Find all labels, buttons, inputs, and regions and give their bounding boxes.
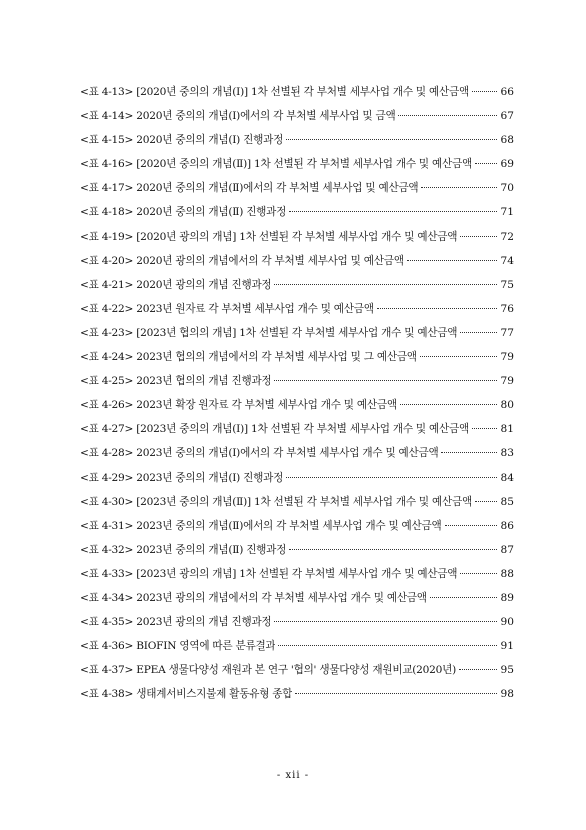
toc-entry-title: <표 4-27> [2023년 중의의 개념(Ⅰ)] 1차 선별된 각 부처별 세부사업 개수 및 예산금액	[80, 423, 469, 436]
toc-dot-leader	[398, 115, 497, 116]
toc-dot-leader	[289, 211, 497, 212]
toc-entry-title: <표 4-22> 2023년 원자료 각 부처별 세부사업 개수 및 예산금액	[80, 302, 374, 315]
toc-dot-leader	[286, 139, 497, 140]
toc-entry-page-number: 71	[500, 206, 514, 219]
toc-entry-title: <표 4-31> 2023년 중의의 개념(Ⅱ)에서의 각 부처별 세부사업 개수 및 예산금액	[80, 519, 442, 532]
toc-entry-page-number: 91	[500, 640, 514, 653]
toc-dot-leader	[377, 308, 497, 309]
toc-entry-title: <표 4-29> 2023년 중의의 개념(Ⅰ) 진행과정	[80, 471, 284, 484]
toc-entry[interactable]	[80, 157, 514, 181]
toc-entry-title: <표 4-37> EPEA 생물다양성 재원과 본 연구 '협의' 생물다양성 재원비교(2020년)	[80, 664, 457, 677]
toc-entry[interactable]	[80, 398, 514, 422]
toc-entry-page-number: 76	[500, 302, 514, 315]
toc-entry[interactable]	[80, 302, 514, 326]
toc-entry-title: <표 4-26> 2023년 확장 원자료 각 부처별 세부사업 개수 및 예산금액	[80, 399, 397, 412]
toc-dot-leader	[472, 91, 497, 92]
toc-entry-page-number: 89	[500, 591, 514, 604]
toc-dot-leader	[278, 645, 497, 646]
toc-dot-leader	[475, 501, 497, 502]
toc-entry-page-number: 86	[500, 519, 514, 532]
toc-entry[interactable]	[80, 615, 514, 639]
toc-entry-title: <표 4-34> 2023년 광의의 개념에서의 각 부처별 세부사업 개수 및 예산금액	[80, 591, 427, 604]
toc-entry-page-number: 69	[500, 158, 514, 171]
toc-entry-page-number: 79	[500, 351, 514, 364]
toc-entry-page-number: 72	[500, 230, 514, 243]
toc-entry-title: <표 4-13> [2020년 중의의 개념(Ⅰ)] 1차 선별된 각 부처별 세부사업 개수 및 예산금액	[80, 86, 469, 98]
toc-entry[interactable]	[80, 326, 514, 350]
toc-entry-title: <표 4-36> BIOFIN 영역에 따른 분류결과	[80, 640, 276, 653]
toc-entry[interactable]	[80, 495, 514, 519]
toc-entry[interactable]	[80, 109, 514, 133]
toc-entry-title: <표 4-23> [2023년 협의의 개념] 1차 선별된 각 부처별 세부사업 개수 및 예산금액	[80, 326, 458, 339]
table-of-contents	[80, 85, 514, 711]
toc-entry[interactable]	[80, 181, 514, 205]
toc-entry-page-number: 88	[500, 567, 514, 580]
toc-entry-page-number: 67	[500, 110, 514, 123]
toc-dot-leader	[289, 549, 497, 550]
toc-dot-leader	[274, 621, 497, 622]
toc-dot-leader	[460, 332, 497, 333]
toc-entry-page-number: 80	[500, 399, 514, 412]
toc-entry[interactable]	[80, 278, 514, 302]
toc-entry-title: <표 4-24> 2023년 협의의 개념에서의 각 부처별 세부사업 및 그 예산금액	[80, 351, 417, 364]
toc-entry-page-number: 85	[500, 495, 514, 508]
toc-entry-page-number: 70	[500, 182, 514, 195]
page-number: - xii -	[276, 770, 310, 781]
toc-dot-leader	[295, 693, 497, 694]
toc-dot-leader	[460, 573, 497, 574]
toc-entry-title: <표 4-14> 2020년 중의의 개념(Ⅰ)에서의 각 부처별 세부사업 및 금액	[80, 110, 396, 123]
toc-entry[interactable]	[80, 374, 514, 398]
toc-entry[interactable]	[80, 519, 514, 543]
toc-entry-title: <표 4-33> [2023년 광의의 개념] 1차 선별된 각 부처별 세부사업 개수 및 예산금액	[80, 567, 458, 580]
toc-entry[interactable]	[80, 350, 514, 374]
toc-dot-leader	[274, 284, 497, 285]
toc-entry[interactable]	[80, 471, 514, 495]
toc-entry-page-number: 68	[500, 134, 514, 147]
toc-entry-page-number: 95	[500, 664, 514, 677]
toc-entry[interactable]	[80, 230, 514, 254]
toc-entry-title: <표 4-21> 2020년 광의의 개념 진행과정	[80, 278, 272, 291]
toc-entry-title: <표 4-32> 2023년 중의의 개념(Ⅱ) 진행과정	[80, 543, 287, 556]
toc-dot-leader	[421, 187, 497, 188]
toc-entry-page-number: 66	[500, 86, 514, 98]
toc-entry-title: <표 4-35> 2023년 광의의 개념 진행과정	[80, 616, 272, 629]
toc-entry[interactable]	[80, 254, 514, 278]
toc-entry[interactable]	[80, 446, 514, 470]
toc-dot-leader	[459, 669, 497, 670]
toc-entry[interactable]	[80, 205, 514, 229]
toc-entry-title: <표 4-20> 2020년 광의의 개념에서의 각 부처별 세부사업 및 예산금액	[80, 254, 404, 267]
toc-dot-leader	[472, 428, 497, 429]
toc-entry-title: <표 4-18> 2020년 중의의 개념(Ⅱ) 진행과정	[80, 206, 287, 219]
toc-entry-page-number: 98	[500, 688, 514, 701]
toc-entry-page-number: 87	[500, 543, 514, 556]
toc-entry[interactable]	[80, 591, 514, 615]
toc-entry-page-number: 84	[500, 471, 514, 484]
toc-entry-title: <표 4-17> 2020년 중의의 개념(Ⅱ)에서의 각 부처별 세부사업 및 예산금액	[80, 182, 419, 195]
toc-entry[interactable]	[80, 422, 514, 446]
toc-dot-leader	[475, 163, 497, 164]
toc-entry-page-number: 90	[500, 616, 514, 629]
toc-dot-leader	[407, 260, 497, 261]
toc-entry-title: <표 4-28> 2023년 중의의 개념(Ⅰ)에서의 각 부처별 세부사업 개수 및 예산금액	[80, 447, 439, 460]
toc-entry-title: <표 4-25> 2023년 협의의 개념 진행과정	[80, 375, 272, 388]
toc-dot-leader	[420, 356, 497, 357]
toc-entry[interactable]	[80, 639, 514, 663]
toc-entry-page-number: 74	[500, 254, 514, 267]
toc-entry-title: <표 4-30> [2023년 중의의 개념(Ⅱ)] 1차 선별된 각 부처별 세부사업 개수 및 예산금액	[80, 495, 472, 508]
toc-dot-leader	[286, 477, 497, 478]
toc-dot-leader	[460, 236, 497, 237]
toc-entry[interactable]	[80, 133, 514, 157]
toc-entry-title: <표 4-38> 생태계서비스지불제 활동유형 종합	[80, 688, 293, 701]
toc-entry[interactable]	[80, 687, 514, 711]
toc-dot-leader	[274, 380, 497, 381]
toc-entry-page-number: 81	[500, 423, 514, 436]
toc-entry-title: <표 4-19> [2020년 광의의 개념] 1차 선별된 각 부처별 세부사업 개수 및 예산금액	[80, 230, 458, 243]
toc-dot-leader	[441, 452, 497, 453]
toc-dot-leader	[445, 525, 498, 526]
toc-entry[interactable]	[80, 543, 514, 567]
toc-entry[interactable]	[80, 567, 514, 591]
toc-dot-leader	[400, 404, 497, 405]
toc-entry-title: <표 4-16> [2020년 중의의 개념(Ⅱ)] 1차 선별된 각 부처별 세부사업 개수 및 예산금액	[80, 158, 472, 171]
toc-entry-page-number: 79	[500, 375, 514, 388]
toc-entry-page-number: 77	[500, 326, 514, 339]
toc-entry-page-number: 83	[500, 447, 514, 460]
toc-entry[interactable]	[80, 85, 514, 109]
toc-entry-page-number: 75	[500, 278, 514, 291]
toc-entry-title: <표 4-15> 2020년 중의의 개념(Ⅰ) 진행과정	[80, 134, 284, 147]
toc-dot-leader	[430, 597, 497, 598]
toc-entry[interactable]	[80, 663, 514, 687]
